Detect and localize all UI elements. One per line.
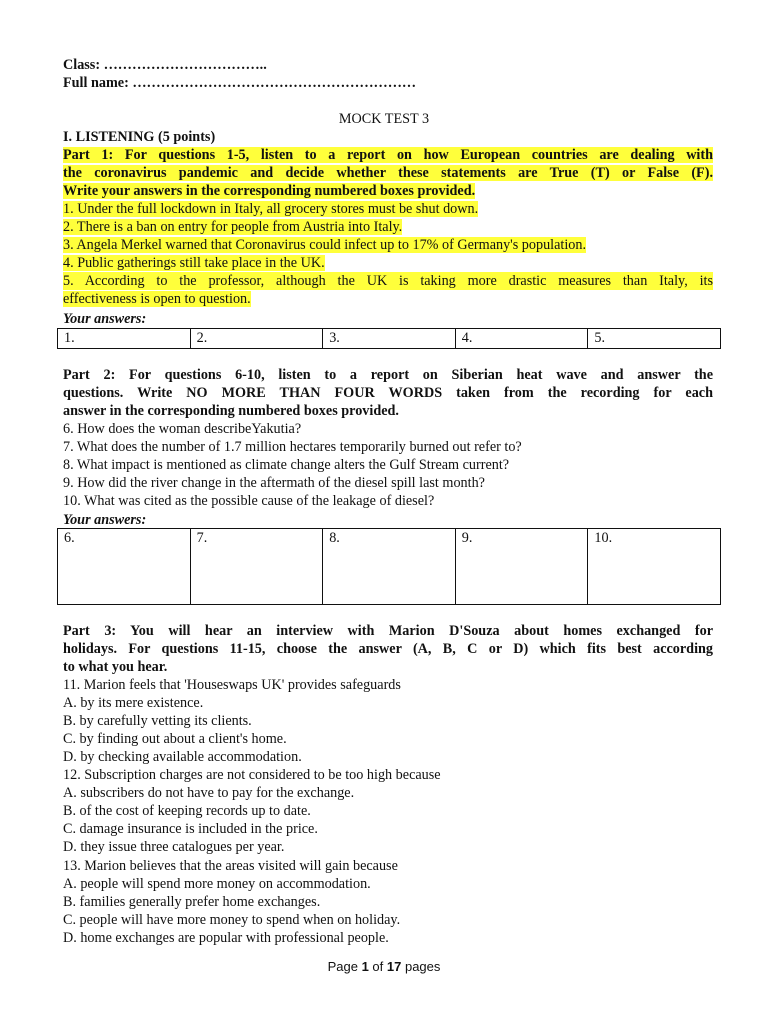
part3-option: D. they issue three catalogues per year.: [63, 839, 285, 855]
part2-instruction-line: Part 2: For questions 6-10, listen to a report on Siberian heat wave and answer the: [63, 367, 713, 383]
part3-option: A. people will spend more money on accommodation.: [63, 876, 371, 892]
part3-option: D. home exchanges are popular with professional people.: [63, 930, 389, 946]
part2-question: 8. What impact is mentioned as climate change alters the Gulf Stream current?: [63, 457, 510, 473]
part2-question: 6. How does the woman describeYakutia?: [63, 421, 302, 437]
part2-answers-label: Your answers:: [63, 512, 147, 528]
answer-box-7[interactable]: 7.: [190, 529, 323, 605]
answer-box-6[interactable]: 6.: [58, 529, 191, 605]
part3-question: 12. Subscription charges are not considered to be too high because: [63, 767, 441, 783]
part1-instruction-line: Part 1: For questions 1-5, listen to a report on how European countries are dealing with: [63, 147, 713, 163]
part3-option: C. people will have more money to spend when on holiday.: [63, 912, 401, 928]
part2-answer-table: [57, 528, 721, 605]
answer-box-4[interactable]: 4.: [455, 329, 588, 349]
part1-question: 4. Public gatherings still take place in the UK.: [63, 255, 325, 271]
part1-answers-label: Your answers:: [63, 311, 147, 327]
part1-instruction-line: the coronavirus pandemic and decide whether these statements are True (T) or False (F).: [63, 165, 713, 181]
part3-option: B. families generally prefer home exchanges.: [63, 894, 321, 910]
answer-box-8[interactable]: 8.: [323, 529, 456, 605]
class-line: Class: ……………………………..: [63, 57, 267, 73]
part2-instruction-line: answer in the corresponding numbered boxes provided.: [63, 403, 399, 419]
part3-option: A. by its mere existence.: [63, 695, 204, 711]
part3-option: C. damage insurance is included in the price.: [63, 821, 318, 837]
part3-option: B. of the cost of keeping records up to date.: [63, 803, 311, 819]
part3-option: A. subscribers do not have to pay for the exchange.: [63, 785, 355, 801]
answer-box-5[interactable]: 5.: [588, 329, 721, 349]
part1-question: 3. Angela Merkel warned that Coronavirus could infect up to 17% of Germany's population.: [63, 237, 587, 253]
part1-answer-table: [57, 328, 721, 349]
part3-option: C. by finding out about a client's home.: [63, 731, 287, 747]
full-name-line: Full name: ……………………………………………………: [63, 75, 417, 91]
part3-option: B. by carefully vetting its clients.: [63, 713, 252, 729]
answer-box-1[interactable]: 1.: [58, 329, 191, 349]
part2-question: 9. How did the river change in the aftermath of the diesel spill last month?: [63, 475, 485, 491]
part3-question: 13. Marion believes that the areas visited will gain because: [63, 858, 398, 874]
part2-question: 7. What does the number of 1.7 million hectares temporarily burned out refer to?: [63, 439, 522, 455]
answer-box-10[interactable]: 10.: [588, 529, 721, 605]
page-title: MOCK TEST 3: [338, 111, 430, 127]
part3-instruction-line: to what you hear.: [63, 659, 168, 675]
part2-instruction-line: questions. Write NO MORE THAN FOUR WORDS taken from the recording for each: [63, 385, 713, 401]
part3-instruction-line: Part 3: You will hear an interview with Marion D'Souza about homes exchanged for: [63, 623, 713, 639]
part1-question: effectiveness is open to question.: [63, 291, 251, 307]
page-number: Page 1 of 17 pages: [327, 959, 441, 974]
part1-question: 5. According to the professor, although the UK is taking more drastic measures than Italy, its: [63, 273, 713, 289]
part3-instruction-line: holidays. For questions 11-15, choose the answer (A, B, C or D) which fits best according: [63, 641, 713, 657]
answer-box-3[interactable]: 3.: [323, 329, 456, 349]
part2-question: 10. What was cited as the possible cause of the leakage of diesel?: [63, 493, 435, 509]
part1-question: 2. There is a ban on entry for people from Austria into Italy.: [63, 219, 403, 235]
part3-question: 11. Marion feels that 'Houseswaps UK' provides safeguards: [63, 677, 401, 693]
answer-box-9[interactable]: 9.: [455, 529, 588, 605]
answer-box-2[interactable]: 2.: [190, 329, 323, 349]
part1-question: 1. Under the full lockdown in Italy, all grocery stores must be shut down.: [63, 201, 479, 217]
section-heading: I. LISTENING (5 points): [63, 129, 216, 145]
part1-instruction-line: Write your answers in the corresponding numbered boxes provided.: [63, 183, 476, 199]
part3-option: D. by checking available accommodation.: [63, 749, 302, 765]
